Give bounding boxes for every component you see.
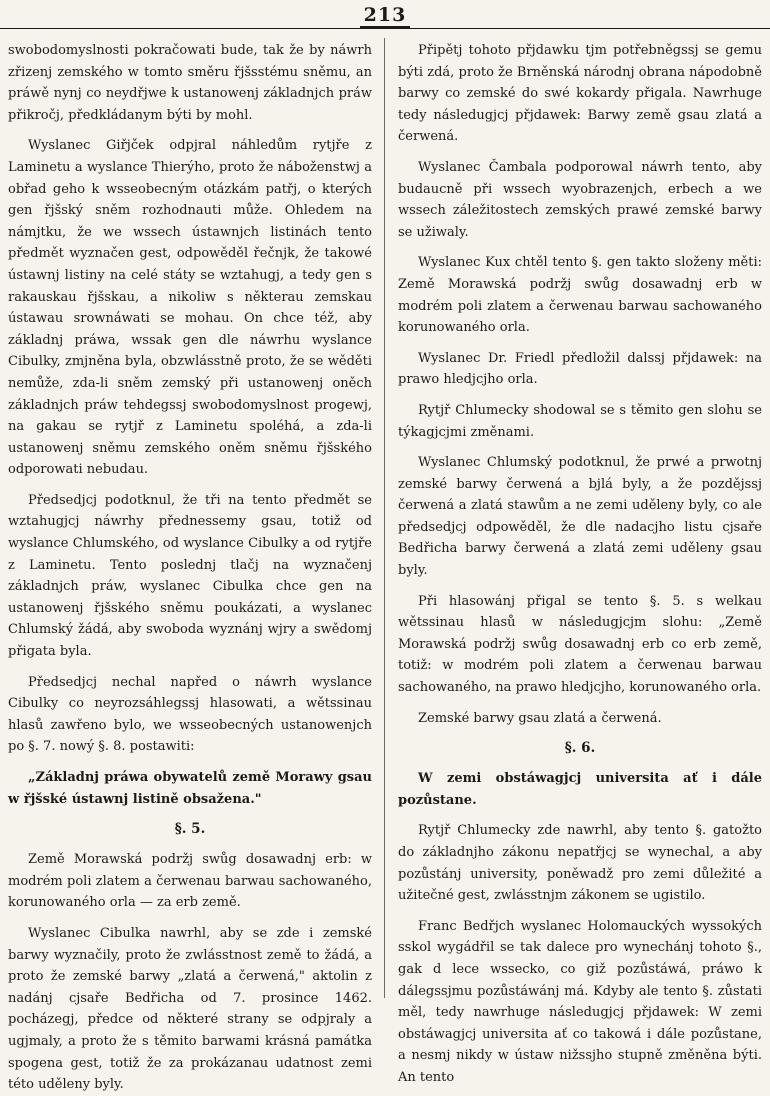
left-column — [8, 40, 372, 1093]
section-heading: §. 6. — [564, 740, 596, 757]
paragraph: Rytjř Chlumecky zde nawrhl, aby tento §. gatožto do základnjho zákonu nepatřjcj se wynechal, a aby pozůstánj university, poněwadž pro zemi důležité a užitečné gest, zwlásstnjm zákonem se ugistilo. — [398, 823, 762, 904]
paragraph: Wyslanec Čambala podporowal náwrh tento, aby budaucně při wssech wyobrazenjch, erbech a we wssech záležitostech zemských prawé zemské barwy se užiwaly. — [398, 159, 762, 240]
paragraph: Wyslanec Dr. Friedl předložil dalssj přjdawek: na prawo hledjcjho orla. — [398, 350, 762, 388]
page-number: 213 — [360, 4, 411, 28]
paragraph: Připětj tohoto přjdawku tjm potřebněgssj se gemu býti zdá, proto že Brněnská národnj obrana nápodobně barwy co zemské do swé kokardy přigala. Nawrhuge tedy následugjcj přjdawek: Barwy země gsau zlatá a čerwená. — [398, 43, 762, 145]
quoted-law-text: „Základnj práwa obywatelů země Morawy gsau w řjšské ústawnj listině obsažena." — [8, 770, 372, 807]
paragraph: Při hlasowánj přigal se tento §. 5. s welkau wětssinau hlasů w následugjcjm slohu: „Země Morawská podržj swůg dosawadnj erb co erb země, totiž: w modrém poli zlatem a čerwenau barwau sachowaného, na prawo hledjcjho, korunowaného orla. — [398, 593, 762, 696]
paragraph: Rytjř Chlumecky shodowal se s těmito gen slohu se týkagjcjmi změnami. — [398, 402, 762, 440]
paragraph: Wyslanec Chlumský podotknul, že prwé a prwotnj zemské barwy čerwená a bjlá byly, a že pozdějssj čerwená a zlatá stawům a ne zemi uděleny byly, co ale předsedjcj odpowěděl, že dle nadacjho listu cjsaře Bedřicha barwy čerwená a zlatá zemi uděleny gsau byly. — [398, 455, 762, 579]
paragraph: Franc Bedřjch wyslanec Holomauckých wyssokých sskol wygádřil se tak dalece pro wynechánj tohoto §., gak d lece wssecko, co giž pozůstáwá, práwo k dálegssjmu pozůstáwánj má. Kdyby ale tento §. zůstati měl, tedy nawrhuge následugjcj přjdawek: W zemi obstáwagjcj universita ať co takowá i dále pozůstane, a nesmj nikdy w ústaw nižssjho stupně změněna býti. An tento — [398, 918, 762, 1085]
paragraph: Wyslanec Giřjček odpjral náhledům rytjře z Laminetu a wyslance Thierýho, proto že náboženstwj a obřad geho k wsseobecným otázkám patřj, o kterých gen řjšský sněm rozhodnauti může. Ohledem na námjtku, že we wssech ústawnjch listinách tento předmět wyznačen gest, odpowěděl řečnjk, že takowé ústawnj listiny na celé státy se wztahugj, a tedy gen s rakauskau řjšskau, a nikoliw s některau zemskau ústawau srownáwati se mohau. On chce též, aby základnj práwa, wssak gen dle náwrhu wyslance Cibulky, zmjněna byla, obzwlásstně proto, že se wěděti nemůže, zda-li sněm zemský při ustanowenj oněch základnjch práw tehdegssj swobodomyslnost progewj, na gakau se rytjř z Laminetu spoléhá, a zda-li ustanowenj sněmu zemského oněm sněmu řjšského odporowati nebudau. — [8, 138, 372, 478]
header-rule — [0, 28, 770, 29]
paragraph: Předsedjcj podotknul, že tři na tento předmět se wztahugjcj náwrhy přednessemy gsau, totiž od wyslance Chlumského, od wyslance Cibulky a od rytjře z Laminetu. Tento poslednj tlačj na wyznačenj základnjch práw, wyslanec Cibulka chce gen na ustanowenj řjšského sněmu poukázati, a wyslanec Chlumský žádá, aby swoboda wyznánj wjry a swědomj přigata byla. — [8, 492, 372, 660]
paragraph: Předsedjcj nechal napřed o náwrh wyslance Cibulky co neyrozsáhlegssj hlasowati, a wětssinau hlasů zawřeno bylo, we wsseobecných ustanowenjch po §. 7. nowý §. 8. postawiti: — [8, 674, 372, 755]
paragraph: Wyslanec Kux chtěl tento §. gen takto složeny měti: Země Morawská podržj swůg dosawadnj erb w modrém poli zlatem a čerwenau barwau sachowaného korunowaného orla. — [398, 255, 762, 336]
law-text: W zemi obstáwagjcj universita ať i dále pozůstane. — [398, 771, 762, 808]
right-column — [398, 40, 762, 1085]
paragraph: Země Morawská podržj swůg dosawadnj erb: w modrém poli zlatem a čerwenau barwau sachowaného, korunowaného orla — za erb země. — [8, 852, 372, 911]
paragraph: swobodomyslnosti pokračowati bude, tak že by náwrh zřizenj zemského w tomto směru řjšsstému sněmu, an práwě nynj co neydřjwe k ustanowenj základnjch práw přikročj, předkládanym býti by mohl. — [8, 43, 372, 123]
paragraph: Wyslanec Cibulka nawrhl, aby se zde i zemské barwy wyznačily, proto že zwlásstnost země to žádá, a proto že zemské barwy „zlatá a čerwená," aktolin z nadánj cjsaře Bedřicha od 7. prosince 1462. pocházegj, předce od některé strany se odpjraly a ugjmaly, a proto že s těmito barwami krásná památka spogena gest, totiž že za prokázanau udatnost zemi této uděleny byly. — [8, 925, 372, 1093]
section-heading: §. 5. — [174, 821, 206, 838]
paragraph: Zemské barwy gsau zlatá a čerwená. — [418, 710, 662, 726]
column-divider — [384, 38, 385, 998]
